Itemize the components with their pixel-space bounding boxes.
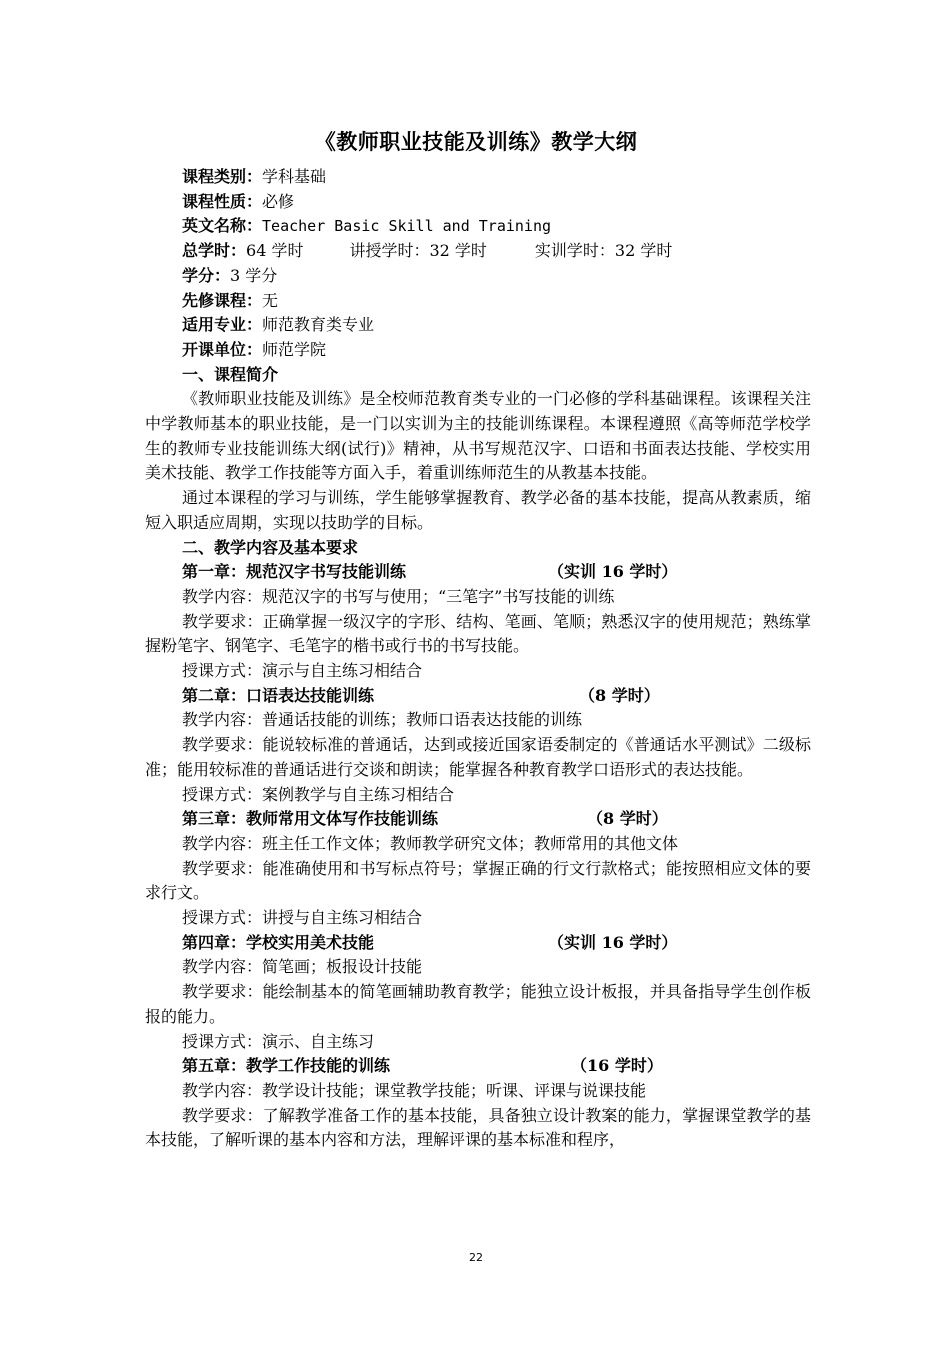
chapter-1-method: 授课方式：演示与自主练习相结合 (182, 661, 423, 681)
chapter-3-method: 授课方式：讲授与自主练习相结合 (182, 908, 423, 928)
chapter-1-requirement: 教学要求：正确掌握一级汉字的字形、结构、笔画、笔顺；熟悉汉字的使用规范；熟练掌握粉笔字、钢笔字、毛笔字的楷书或行书的书写技能。 (145, 611, 811, 656)
chapter-5-content: 教学内容：教学设计技能；课堂教学技能；听课、评课与说课技能 (182, 1080, 647, 1100)
chapter-2-requirement: 教学要求：能说较标准的普通话，达到或接近国家语委制定的《普通话水平测试》二级标准；能用较标准的普通话进行交谈和朗读；能掌握各种教育教学口语形式的表达技能。 (145, 735, 811, 779)
chapter-5-heading: 第五章：教学工作技能的训练 （16 学时） (182, 1056, 663, 1076)
info-hours: 总学时：64 学时 讲授学时：32 学时 实训学时：32 学时 (182, 241, 673, 261)
chapter-2-heading: 第二章：口语表达技能训练 （8 学时） (182, 685, 660, 705)
chapter-4-method: 授课方式：演示、自主练习 (182, 1031, 375, 1051)
chapter-3-requirement: 教学要求：能准确使用和书写标点符号；掌握正确的行文行款格式；能按照相应文体的要求行文。 (145, 858, 811, 903)
chapter-1-content: 教学内容：规范汉字的书写与使用；“三笔字”书写技能的训练 (182, 586, 615, 606)
info-credit: 学分：3 学分 (182, 265, 278, 285)
chapter-4-content: 教学内容：简笔画；板报设计技能 (182, 957, 423, 977)
chapter-2-content: 教学内容：普通话技能的训练；教师口语表达技能的训练 (182, 710, 583, 730)
document-body (145, 165, 811, 1153)
info-unit: 开课单位：师范学院 (182, 339, 327, 359)
info-nature: 课程性质：必修 (182, 191, 295, 211)
chapter-1-heading: 第一章：规范汉字书写技能训练 （实训 16 学时） (182, 562, 678, 582)
document-title: 《教师职业技能及训练》教学大纲 (314, 130, 638, 154)
chapter-4-heading: 第四章：学校实用美术技能 （实训 16 学时） (182, 932, 678, 952)
intro-paragraph-2: 通过本课程的学习与训练，学生能够掌握教育、教学必备的基本技能，提高从教素质，缩短入职适应周期，实现以技助学的目标。 (145, 488, 811, 532)
chapter-3-heading: 第三章：教师常用文体写作技能训练 （8 学时） (182, 809, 668, 829)
chapter-5-requirement: 教学要求：了解教学准备工作的基本技能，具备独立设计教案的能力，掌握课堂教学的基本技能，了解听课的基本内容和方法，理解评课的基本标准和程序， (145, 1105, 811, 1150)
section-heading-intro: 一、课程简介 (182, 364, 279, 384)
intro-paragraph-1: 《教师职业技能及训练》是全校师范教育类专业的一门必修的学科基础课程。该课程关注中学教师基本的职业技能，是一门以实训为主的技能训练课程。本课程遵照《高等师范学校学生的教师专业技能训练大纲(试行)》精神，从书写规范汉字、口语和书面表达技能、学校实用美术技能、教学工作技能等方面入手，着重训练师范生的从教基本技能。 (145, 389, 811, 483)
page-number: 22 (469, 1251, 483, 1264)
info-prerequisite: 先修课程：无 (182, 290, 279, 310)
section-heading-content: 二、教学内容及基本要求 (182, 537, 359, 557)
info-english-name: 英文名称：Teacher Basic Skill and Training (182, 216, 551, 236)
chapter-2-method: 授课方式：案例教学与自主练习相结合 (182, 784, 455, 804)
info-major: 适用专业：师范教育类专业 (182, 315, 375, 335)
chapter-3-content: 教学内容：班主任工作文体；教师教学研究文体；教师常用的其他文体 (182, 833, 679, 853)
info-category: 课程类别：学科基础 (182, 167, 327, 186)
chapter-4-requirement: 教学要求：能绘制基本的简笔画辅助教育教学；能独立设计板报，并具备指导学生创作板报的能力。 (145, 982, 811, 1026)
